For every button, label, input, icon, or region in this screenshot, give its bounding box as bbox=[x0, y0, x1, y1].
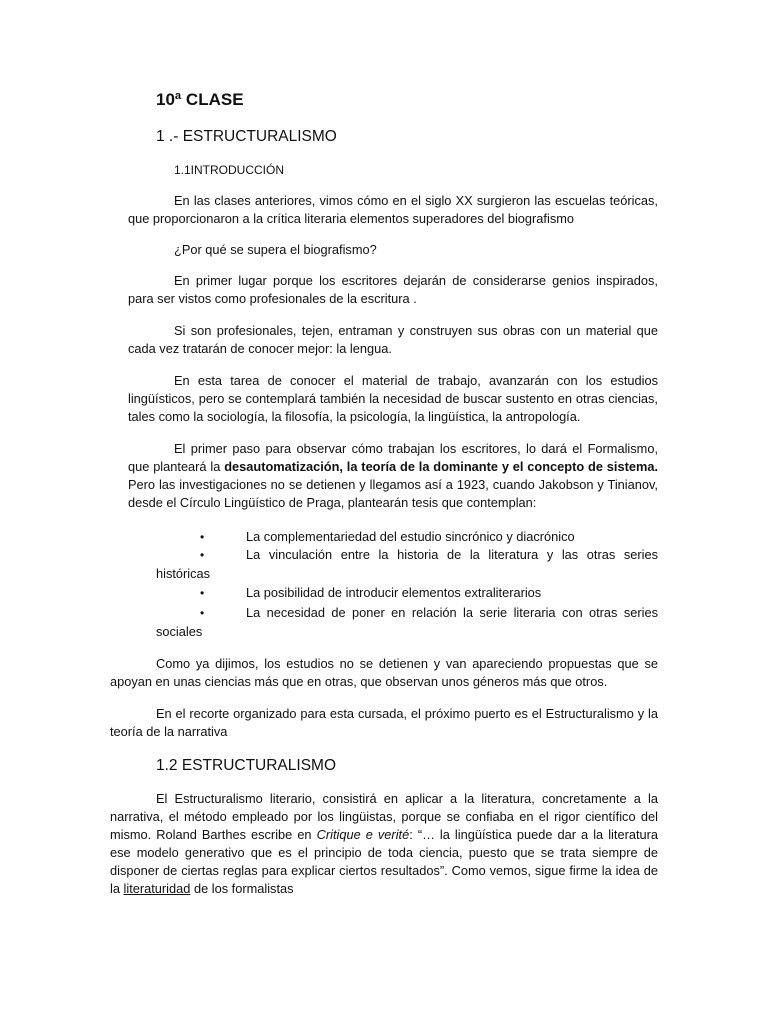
paragraph-recorte: En el recorte organizado para esta cursada, el próximo puerto es el Estructuralismo y la teoría de la narrativa bbox=[110, 706, 658, 739]
paragraph-formalismo bbox=[128, 440, 658, 512]
list-item-continuation: históricas bbox=[156, 566, 211, 581]
list-item: La complementariedad del estudio sincrónico y diacrónico bbox=[246, 529, 575, 544]
text-run: : “… la lingüística puede dar a la literatura ese modelo generativo que es el principio de toda ciencia, puesto que se trata siempre de disponer de ciertas reglas para explicar ciertos resultados”. Como vemos, sigue firme la idea de la bbox=[110, 827, 659, 896]
text-run: de los formalistas bbox=[190, 881, 294, 896]
paragraph-como-ya-dijimos: Como ya dijimos, los estudios no se detienen y van apareciendo propuestas que se apoyan en unas ciencias más que en otras, que observan unos géneros más que otros. bbox=[110, 656, 658, 689]
list-item: La necesidad de poner en relación la serie literaria con otras series bbox=[246, 605, 658, 620]
paragraph-estructuralismo-literario bbox=[110, 790, 658, 898]
section-heading-estructuralismo: 1 .- ESTRUCTURALISMO bbox=[156, 128, 337, 145]
text-run: El primer paso para observar cómo trabajan los escritores, lo dará el Formalismo, que planteará la bbox=[128, 441, 658, 474]
underlined-term: literaturidad bbox=[123, 881, 191, 896]
section-heading-estructuralismo-1-2: 1.2 ESTRUCTURALISMO bbox=[156, 757, 337, 774]
subheading-introduccion: 1.1INTRODUCCIÓN bbox=[174, 163, 285, 177]
class-title: 10ª CLASE bbox=[156, 90, 244, 109]
list-item-continuation: sociales bbox=[156, 624, 203, 639]
list-item: La vinculación entre la historia de la literatura y las otras series bbox=[246, 547, 658, 562]
bullet-icon: • bbox=[200, 586, 205, 600]
bold-text-run: desautomatización, la teoría de la dominante y el concepto de sistema. bbox=[224, 459, 659, 474]
paragraph-question: ¿Por qué se supera el biografismo? bbox=[174, 242, 377, 257]
italic-book-title: Critique e verité bbox=[316, 827, 410, 842]
list-item: La posibilidad de introducir elementos extraliterarios bbox=[246, 585, 542, 600]
paragraph-tarea: En esta tarea de conocer el material de trabajo, avanzarán con los estudios lingüísticos, pero se contemplará también la necesidad de buscar sustento en otras ciencias, tales como la sociología, la filosofía, la psicología, la lingüística, la antropología. bbox=[128, 373, 658, 424]
paragraph-clases-anteriores: En las clases anteriores, vimos cómo en el siglo XX surgieron las escuelas teóricas, que proporcionaron a la crítica literaria elementos superadores del biografismo bbox=[128, 193, 658, 226]
paragraph-profesionales: Si son profesionales, tejen, entraman y construyen sus obras con un material que cada vez tratarán de conocer mejor: la lengua. bbox=[128, 323, 658, 356]
bullet-icon: • bbox=[200, 548, 205, 562]
bullet-icon: • bbox=[200, 530, 205, 544]
text-run: Pero las investigaciones no se detienen y llegamos así a 1923, cuando Jakobson y Tinianov, desde el Círculo Lingüístico de Praga, plantearán tesis que contemplan: bbox=[128, 477, 658, 510]
text-run: El Estructuralismo literario, consistirá en aplicar a la literatura, concretamente a la narrativa, el método empleado por los lingüistas, porque se confiaba en el rigor científico del mismo. Roland Barthes escribe en bbox=[110, 791, 658, 842]
bullet-icon: • bbox=[200, 606, 205, 620]
paragraph-primer-lugar: En primer lugar porque los escritores dejarán de considerarse genios inspirados, para ser vistos como profesionales de la escritura . bbox=[128, 273, 658, 306]
